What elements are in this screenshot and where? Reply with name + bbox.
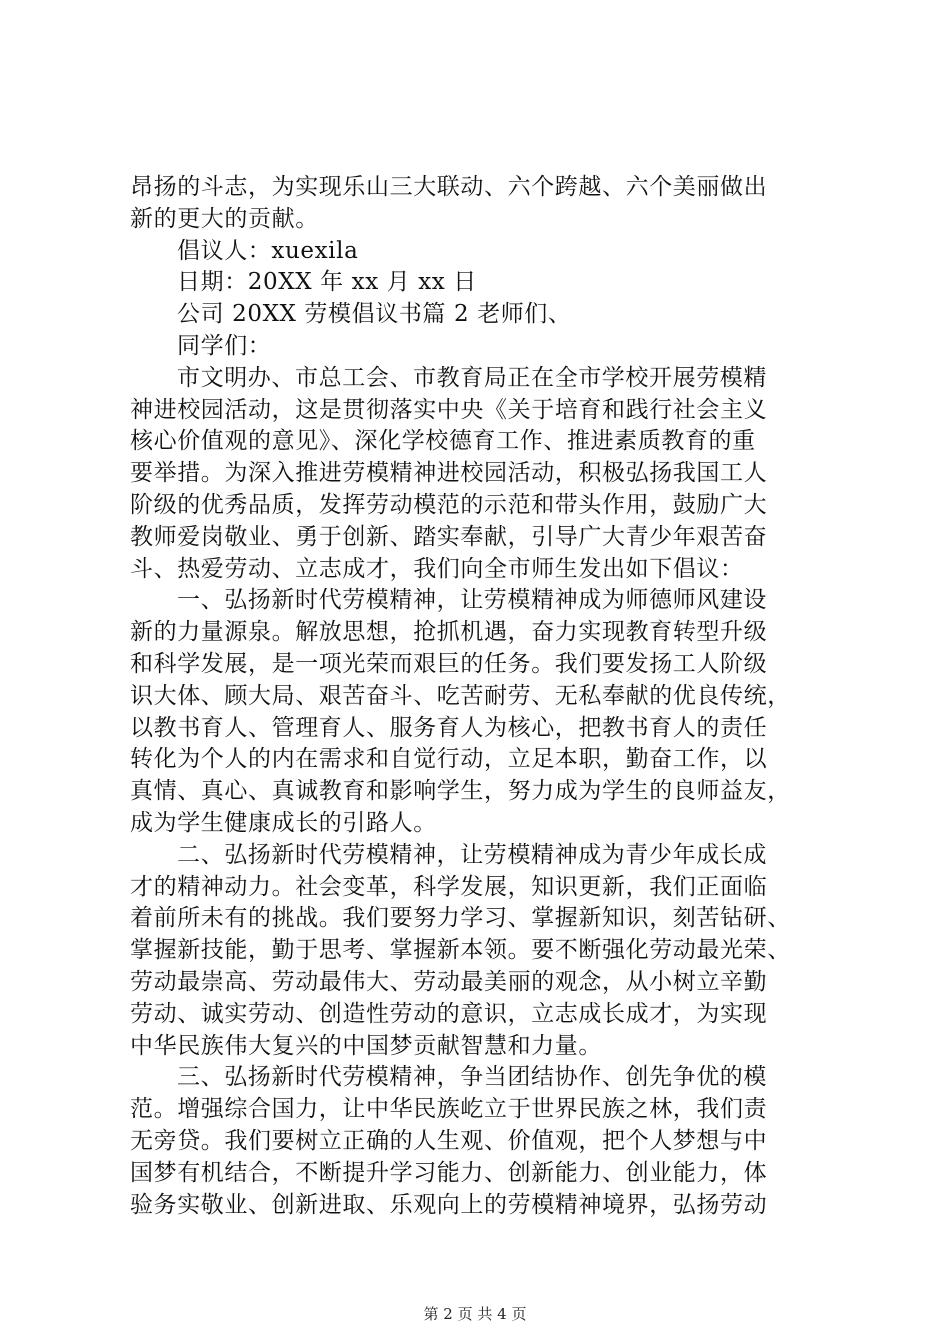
- text-line: 核心价值观的意见》、深化学校德育工作、推进素质教育的重: [130, 428, 756, 455]
- text-line: 要举措。为深入推进劳模精神进校园活动，积极弘扬我国工人: [130, 460, 768, 487]
- text-line: 倡议人：xuexila: [177, 237, 359, 264]
- text-line: 才的精神动力。社会变革，科学发展，知识更新，我们正面临: [130, 873, 768, 900]
- text-line: 和科学发展，是一项光荣而艰巨的任务。我们要发扬工人阶级: [130, 650, 768, 677]
- text-line: 新的更大的贡献。: [130, 205, 319, 232]
- text-line: 公司 20XX 劳模倡议书篇 2 老师们、: [177, 301, 572, 328]
- text-line: 新的力量源泉。解放思想，抢抓机遇，奋力实现教育转型升级: [130, 619, 768, 646]
- text-line: 成为学生健康成长的引路人。: [130, 809, 437, 836]
- text-line: 一、弘扬新时代劳模精神，让劳模精神成为师德师风建设: [177, 587, 767, 614]
- text-line: 掌握新技能，勤于思考、掌握新本领。要不断强化劳动最光荣、: [130, 937, 791, 964]
- text-line: 验务实敬业、创新进取、乐观向上的劳模精神境界，弘扬劳动: [130, 1191, 768, 1218]
- text-line: 二、弘扬新时代劳模精神，让劳模精神成为青少年成长成: [177, 841, 767, 868]
- text-line: 劳动、诚实劳动、创造性劳动的意识，立志成长成才，为实现: [130, 1000, 768, 1027]
- text-line: 教师爱岗敬业、勇于创新、踏实奉献，引导广大青少年艰苦奋: [130, 523, 768, 550]
- text-line: 真情、真心、真诚教育和影响学生，努力成为学生的良师益友，: [130, 778, 791, 805]
- text-line: 劳动最崇高、劳动最伟大、劳动最美丽的观念，从小树立辛勤: [130, 968, 768, 995]
- document-body: [130, 172, 832, 1221]
- page-footer: 第 2 页 共 4 页: [423, 1305, 527, 1323]
- text-line: 无旁贷。我们要树立正确的人生观、价值观，把个人梦想与中: [130, 1127, 768, 1154]
- text-line: 转化为个人的内在需求和自觉行动，立足本职，勤奋工作，以: [130, 746, 768, 773]
- text-line: 市文明办、市总工会、市教育局正在全市学校开展劳模精: [177, 364, 767, 391]
- text-line: 国梦有机结合，不断提升学习能力、创新能力、创业能力，体: [130, 1159, 768, 1186]
- text-line: 识大体、顾大局、艰苦奋斗、吃苦耐劳、无私奉献的优良传统，: [130, 682, 791, 709]
- text-line: 三、弘扬新时代劳模精神，争当团结协作、创先争优的模: [177, 1064, 767, 1091]
- text-line: 斗、热爱劳动、立志成才，我们向全市师生发出如下倡议：: [130, 555, 744, 582]
- text-line: 昂扬的斗志，为实现乐山三大联动、六个跨越、六个美丽做出: [130, 174, 768, 200]
- text-line: 着前所未有的挑战。我们要努力学习、掌握新知识，刻苦钻研、: [130, 905, 791, 932]
- text-line: 日期：20XX 年 xx 月 xx 日: [177, 269, 477, 296]
- text-line: 范。增强综合国力，让中华民族屹立于世界民族之林，我们责: [130, 1096, 768, 1123]
- text-line: 以教书育人、管理育人、服务育人为核心，把教书育人的责任: [130, 714, 768, 741]
- text-line: 中华民族伟大复兴的中国梦贡献智慧和力量。: [130, 1032, 602, 1059]
- text-line: 阶级的优秀品质，发挥劳动模范的示范和带头作用，鼓励广大: [130, 491, 768, 518]
- text-line: 同学们：: [177, 332, 272, 359]
- text-line: 神进校园活动，这是贯彻落实中央《关于培育和践行社会主义: [130, 396, 768, 423]
